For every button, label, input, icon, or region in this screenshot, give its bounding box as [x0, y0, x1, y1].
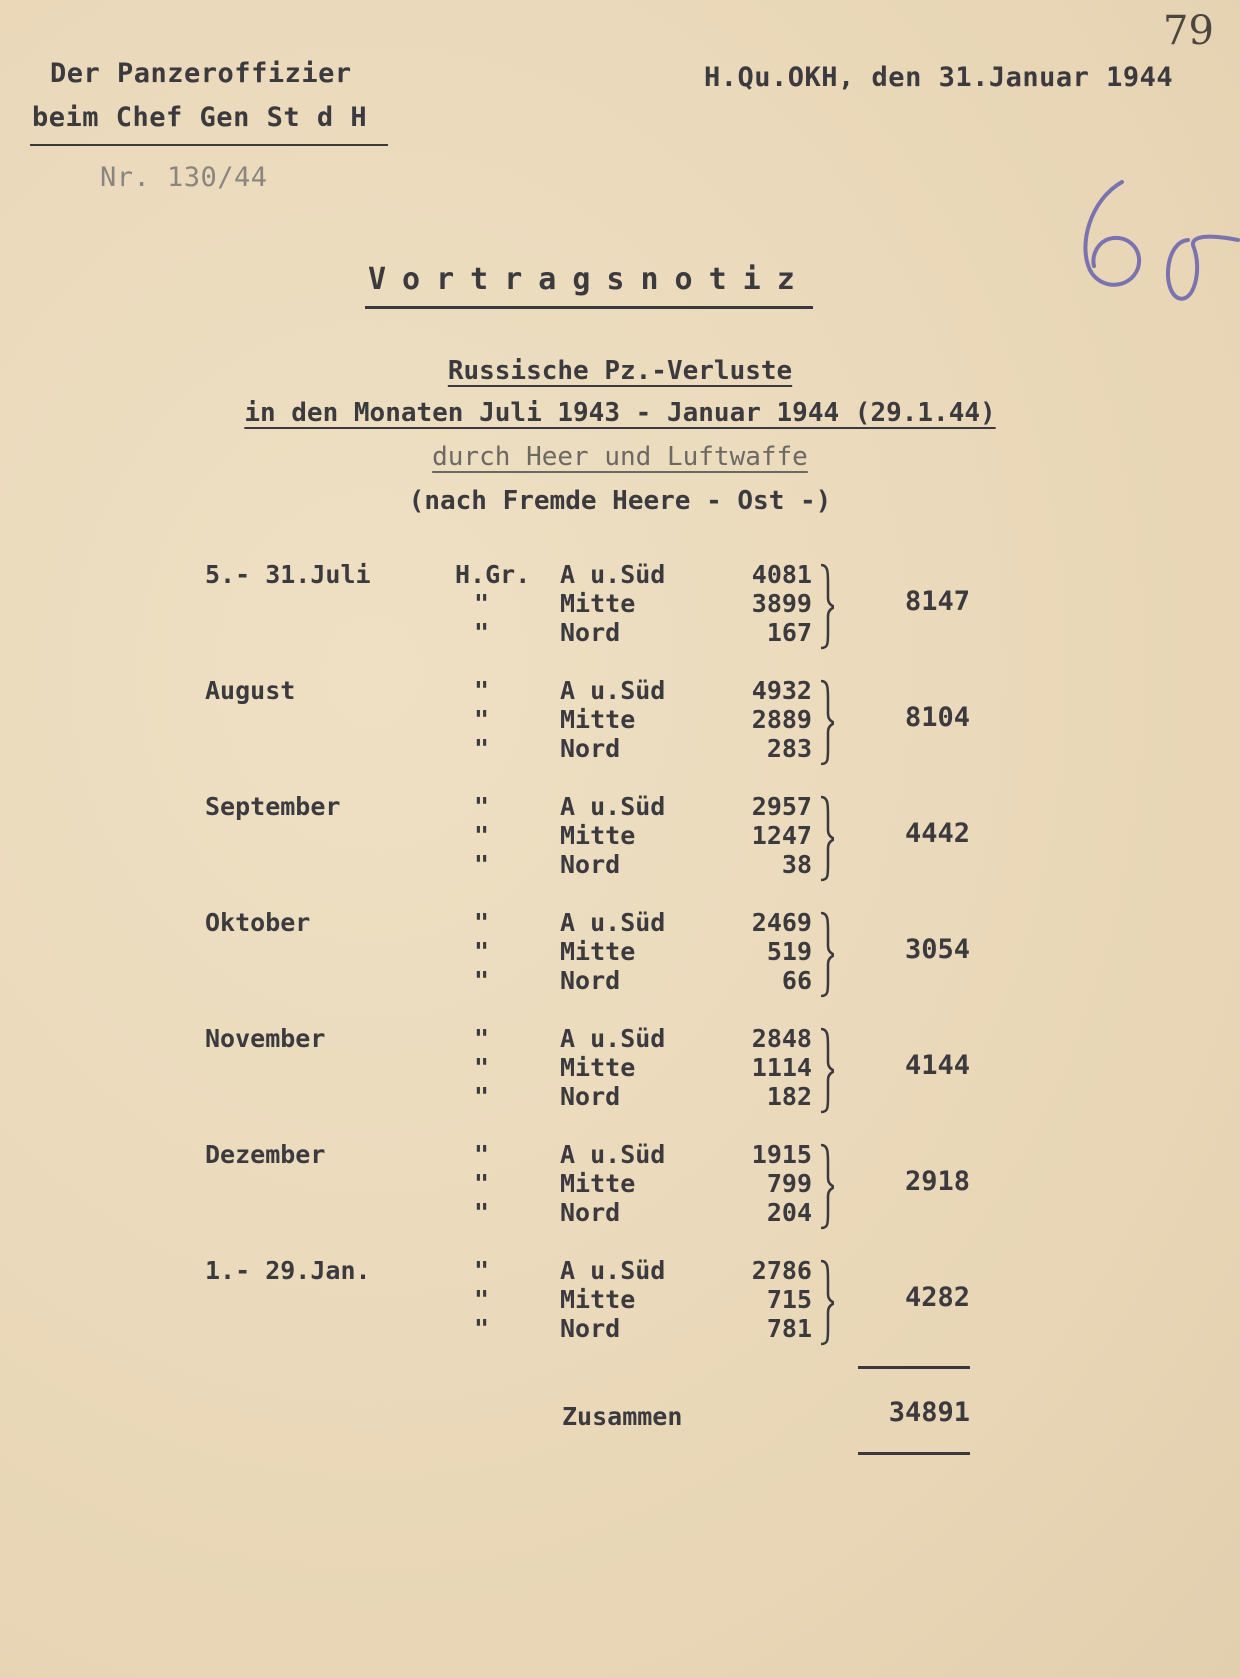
army-group-name: Nord — [560, 618, 621, 647]
block-total: 8147 — [904, 586, 970, 617]
loss-value: 2889 — [751, 705, 812, 734]
header-rule — [30, 144, 388, 146]
reference-number: Nr. 130/44 — [100, 162, 268, 193]
grouping-brace — [818, 910, 834, 1000]
army-group-name: Mitte — [560, 1285, 636, 1314]
army-group-name: A u.Süd — [560, 1024, 666, 1053]
period-label: September — [205, 792, 341, 821]
sum-bottom-rule — [858, 1452, 970, 1455]
subtitle-line-4: (nach Fremde Heere - Ost -) — [408, 486, 832, 516]
army-group-name: A u.Süd — [560, 560, 666, 589]
ditto-mark: " — [474, 1082, 490, 1111]
army-group-name: Nord — [560, 1314, 621, 1343]
block-total: 4282 — [904, 1282, 970, 1313]
sender-line-2: beim Chef Gen St d H — [32, 102, 368, 133]
army-group-name: Nord — [560, 850, 621, 879]
loss-value: 38 — [781, 850, 812, 879]
block-total: 3054 — [904, 934, 970, 965]
ditto-mark: " — [474, 821, 490, 850]
subtitle-line-1: Russische Pz.-Verluste — [447, 356, 793, 386]
grouping-brace — [818, 562, 834, 652]
loss-value: 1247 — [751, 821, 812, 850]
grouping-brace — [818, 1026, 834, 1116]
army-group-name: Mitte — [560, 1053, 636, 1082]
army-group-name: Mitte — [560, 589, 636, 618]
page-number: 79 — [1163, 8, 1214, 54]
period-label: Oktober — [205, 908, 311, 937]
ditto-mark: " — [474, 589, 490, 618]
loss-value: 715 — [766, 1285, 812, 1314]
ditto-mark: " — [474, 850, 490, 879]
ditto-mark: " — [474, 1169, 490, 1198]
ditto-mark: " — [474, 1198, 490, 1227]
period-label: August — [205, 676, 296, 705]
period-label: 5.- 31.Juli — [205, 560, 371, 589]
loss-value: 283 — [766, 734, 812, 763]
sum-top-rule — [858, 1366, 970, 1369]
ditto-mark: " — [474, 1053, 490, 1082]
grouping-brace — [818, 794, 834, 884]
subtitle-line-2: in den Monaten Juli 1943 - Januar 1944 (29.1.44) — [244, 398, 996, 428]
army-group-name: A u.Süd — [560, 676, 666, 705]
loss-value: 167 — [766, 618, 812, 647]
loss-value: 519 — [766, 937, 812, 966]
ditto-mark: " — [474, 966, 490, 995]
sum-label: Zusammen — [562, 1402, 683, 1431]
loss-value: 182 — [766, 1082, 812, 1111]
ditto-mark: " — [474, 1314, 490, 1343]
grouping-brace — [818, 1142, 834, 1232]
ditto-mark: " — [474, 908, 490, 937]
ditto-mark: " — [474, 734, 490, 763]
army-group-name: A u.Süd — [560, 792, 666, 821]
block-total: 8104 — [904, 702, 970, 733]
block-total: 2918 — [904, 1166, 970, 1197]
block-total: 4144 — [904, 1050, 970, 1081]
loss-value: 799 — [766, 1169, 812, 1198]
place-date: H.Qu.OKH, den 31.Januar 1944 — [704, 62, 1174, 93]
block-total: 4442 — [904, 818, 970, 849]
subtitle-line-3: durch Heer und Luftwaffe — [432, 442, 808, 472]
loss-value: 66 — [781, 966, 812, 995]
loss-value: 4932 — [751, 676, 812, 705]
document-title: Vortragsnotiz — [368, 262, 811, 297]
army-group-name: Mitte — [560, 937, 636, 966]
sum-value: 34891 — [888, 1397, 970, 1428]
loss-value: 2848 — [751, 1024, 812, 1053]
loss-value: 2786 — [751, 1256, 812, 1285]
period-label: November — [205, 1024, 326, 1053]
army-group-name: Nord — [560, 966, 621, 995]
loss-value: 4081 — [751, 560, 812, 589]
handwritten-annotation — [1070, 170, 1240, 320]
period-label: 1.- 29.Jan. — [205, 1256, 371, 1285]
ditto-mark: " — [474, 1024, 490, 1053]
army-group-name: Mitte — [560, 1169, 636, 1198]
ditto-mark: " — [474, 618, 490, 647]
army-group-name: A u.Süd — [560, 908, 666, 937]
loss-value: 2957 — [751, 792, 812, 821]
grouping-brace — [818, 1258, 834, 1348]
ditto-mark: " — [474, 1140, 490, 1169]
loss-value: 204 — [766, 1198, 812, 1227]
ditto-mark: " — [474, 705, 490, 734]
sender-line-1: Der Panzeroffizier — [50, 58, 352, 89]
loss-value: 1114 — [751, 1053, 812, 1082]
army-group-prefix: H.Gr. — [455, 560, 531, 589]
army-group-name: Nord — [560, 734, 621, 763]
ditto-mark: " — [474, 1256, 490, 1285]
army-group-name: A u.Süd — [560, 1256, 666, 1285]
army-group-name: Nord — [560, 1198, 621, 1227]
ditto-mark: " — [474, 1285, 490, 1314]
army-group-name: Nord — [560, 1082, 621, 1111]
ditto-mark: " — [474, 937, 490, 966]
period-label: Dezember — [205, 1140, 326, 1169]
title-underline — [365, 306, 813, 309]
loss-value: 2469 — [751, 908, 812, 937]
ditto-mark: " — [474, 676, 490, 705]
army-group-name: Mitte — [560, 821, 636, 850]
loss-value: 781 — [766, 1314, 812, 1343]
loss-value: 3899 — [751, 589, 812, 618]
army-group-name: A u.Süd — [560, 1140, 666, 1169]
ditto-mark: " — [474, 792, 490, 821]
army-group-name: Mitte — [560, 705, 636, 734]
loss-value: 1915 — [751, 1140, 812, 1169]
grouping-brace — [818, 678, 834, 768]
